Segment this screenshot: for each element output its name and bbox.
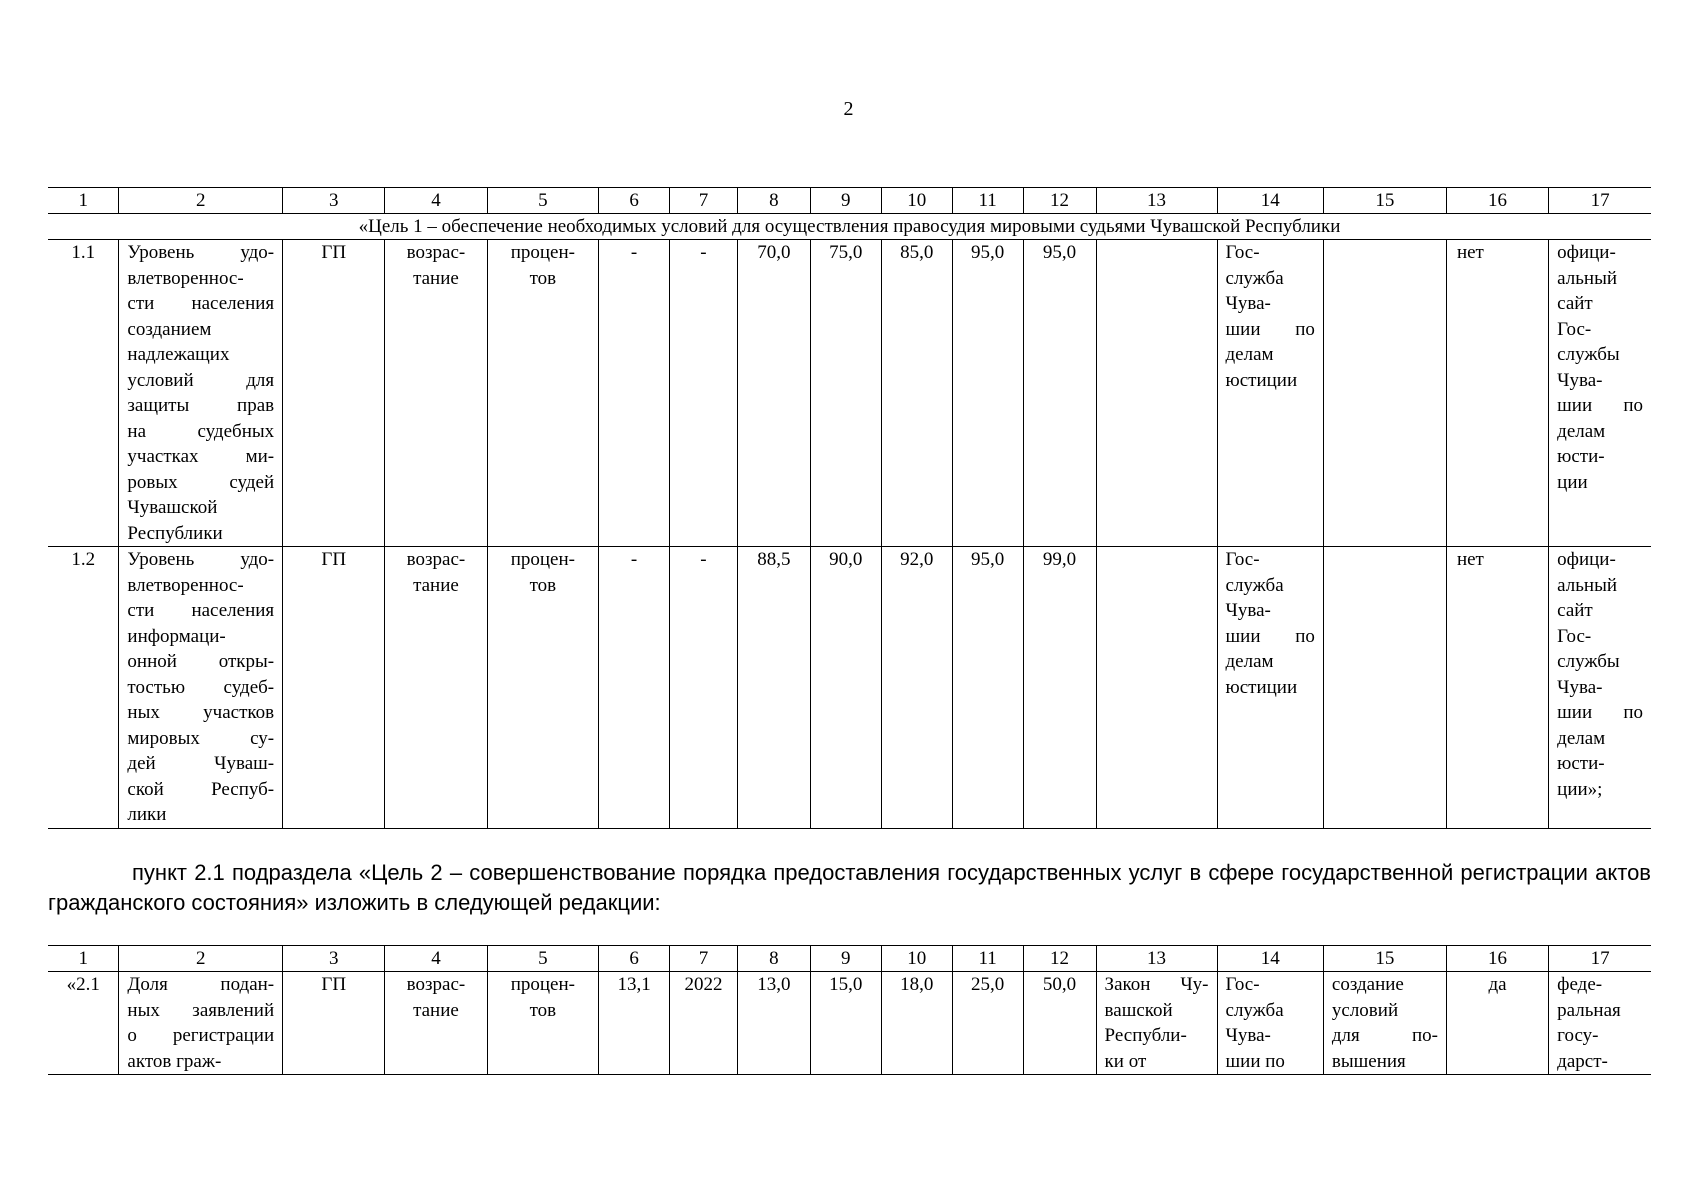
cell-line: Уровень удо- <box>127 549 275 570</box>
cell-line: создание <box>1331 974 1404 995</box>
cell-col9: 15,0 <box>810 972 881 1075</box>
cell-line: мировых су- <box>127 727 275 749</box>
column-header-14: 14 <box>1217 188 1323 214</box>
cell-col13 <box>1096 972 1217 1075</box>
cell-col16: нет <box>1446 547 1548 829</box>
column-header-9: 9 <box>810 188 881 214</box>
cell-line: делам <box>1557 727 1606 749</box>
cell-col16: нет <box>1446 240 1548 547</box>
cell-col15 <box>1323 972 1446 1075</box>
cell-col17 <box>1549 547 1651 829</box>
column-header-14: 14 <box>1217 946 1323 972</box>
cell-name <box>119 240 283 547</box>
cell-num: 1.2 <box>48 547 119 829</box>
cell-line: Гос- <box>1225 242 1260 263</box>
cell-col3: ГП <box>283 972 385 1075</box>
cell-line: делам <box>1557 420 1606 442</box>
cell-line: юстиции <box>1225 676 1298 698</box>
cell-line: юстиции <box>1225 369 1298 391</box>
column-header-15: 15 <box>1323 946 1446 972</box>
column-header-10: 10 <box>881 946 952 972</box>
cell-col9: 75,0 <box>810 240 881 547</box>
cell-line: Гос- <box>1557 318 1592 340</box>
cell-line: Уровень удо- <box>127 242 275 263</box>
cell-line: дарст- <box>1557 1050 1608 1072</box>
cell-col17 <box>1549 240 1651 547</box>
cell-line: делам <box>1225 651 1274 672</box>
cell-col7: - <box>670 547 738 829</box>
cell-col3: ГП <box>283 240 385 547</box>
cell-line: служба <box>1225 267 1284 289</box>
cell-col8: 70,0 <box>737 240 810 547</box>
cell-col11: 95,0 <box>952 547 1023 829</box>
cell-col12: 50,0 <box>1023 972 1096 1075</box>
indicators-table-2 <box>48 945 1651 1075</box>
cell-col11: 25,0 <box>952 972 1023 1075</box>
column-header-11: 11 <box>952 946 1023 972</box>
cell-col6: - <box>599 240 670 547</box>
cell-line: шии по <box>1225 625 1315 647</box>
cell-line: альный <box>1557 267 1618 289</box>
cell-line: госу- <box>1557 1025 1599 1046</box>
cell-line: делам <box>1225 344 1274 365</box>
page-number: 2 <box>843 98 854 120</box>
cell-line: тание <box>413 999 459 1021</box>
cell-col5 <box>487 547 599 829</box>
cell-num: 1.1 <box>48 240 119 547</box>
cell-line: Гос- <box>1557 625 1592 647</box>
column-header-8: 8 <box>737 946 810 972</box>
cell-line: Чува- <box>1557 676 1603 698</box>
table-header-row <box>48 188 1651 214</box>
cell-col4 <box>385 972 487 1075</box>
cell-line: условий <box>1331 999 1399 1021</box>
table-row <box>48 240 1651 547</box>
goal-title: «Цель 1 – обеспечение необходимых условий для осуществления правосудия мировыми судьями Чувашской Республики <box>48 214 1651 240</box>
cell-line: процен- <box>510 549 575 570</box>
cell-line: участках ми- <box>127 446 275 467</box>
column-header-4: 4 <box>385 946 487 972</box>
cell-line: тостью судеб- <box>127 676 275 698</box>
cell-line: служба <box>1225 999 1284 1021</box>
cell-col10: 18,0 <box>881 972 952 1075</box>
cell-num: «2.1 <box>48 972 119 1075</box>
column-header-2: 2 <box>119 188 283 214</box>
cell-line: Доля подан- <box>127 974 275 995</box>
cell-line: условий для <box>127 369 275 391</box>
column-header-6: 6 <box>599 188 670 214</box>
cell-col4 <box>385 240 487 547</box>
cell-line: ции <box>1557 471 1588 493</box>
goal-row <box>48 214 1651 240</box>
cell-line: на судебных <box>127 420 275 442</box>
column-header-17: 17 <box>1549 188 1651 214</box>
cell-line: юсти- <box>1557 753 1605 774</box>
column-header-11: 11 <box>952 188 1023 214</box>
cell-line: тание <box>413 267 459 289</box>
cell-line: Чува- <box>1225 293 1271 314</box>
cell-line: феде- <box>1557 974 1603 995</box>
cell-name <box>119 547 283 829</box>
column-header-5: 5 <box>487 188 599 214</box>
column-header-6: 6 <box>599 946 670 972</box>
cell-line: защиты прав <box>127 395 275 416</box>
cell-col6: 13,1 <box>599 972 670 1075</box>
cell-line: ской Респуб- <box>127 778 275 800</box>
column-header-7: 7 <box>670 946 738 972</box>
cell-col8: 88,5 <box>737 547 810 829</box>
cell-line: возрас- <box>406 242 466 263</box>
cell-line: Гос- <box>1225 549 1260 570</box>
cell-col3: ГП <box>283 547 385 829</box>
table-header-row <box>48 946 1651 972</box>
cell-line: ральная <box>1557 999 1621 1021</box>
cell-line: тов <box>529 574 557 596</box>
cell-col16: да <box>1446 972 1548 1075</box>
column-header-9: 9 <box>810 946 881 972</box>
column-header-16: 16 <box>1446 946 1548 972</box>
cell-line: вышения <box>1331 1050 1406 1072</box>
cell-line: надлежащих <box>127 344 230 365</box>
cell-line: информаци- <box>127 625 226 647</box>
column-header-17: 17 <box>1549 946 1651 972</box>
cell-col14 <box>1217 972 1323 1075</box>
cell-line: возрас- <box>406 549 466 570</box>
column-header-13: 13 <box>1096 188 1217 214</box>
column-header-12: 12 <box>1023 188 1096 214</box>
column-header-3: 3 <box>283 946 385 972</box>
cell-col5 <box>487 240 599 547</box>
cell-line: ции»; <box>1557 778 1603 800</box>
cell-line: офици- <box>1557 242 1616 263</box>
cell-line: дей Чуваш- <box>127 753 275 774</box>
cell-line: возрас- <box>406 974 466 995</box>
cell-line: сти населения <box>127 293 275 314</box>
cell-line: службы <box>1557 651 1620 672</box>
column-header-16: 16 <box>1446 188 1548 214</box>
cell-col7: - <box>670 240 738 547</box>
cell-line: шии по <box>1557 395 1643 416</box>
cell-line: Закон Чу- <box>1104 974 1209 995</box>
cell-col15 <box>1323 547 1446 829</box>
cell-col9: 90,0 <box>810 547 881 829</box>
cell-line: лики <box>127 804 167 825</box>
cell-col17 <box>1549 972 1651 1075</box>
cell-line: тов <box>529 999 557 1021</box>
column-header-4: 4 <box>385 188 487 214</box>
cell-line: сайт <box>1557 600 1593 621</box>
column-header-3: 3 <box>283 188 385 214</box>
cell-line: ных участков <box>127 702 275 723</box>
cell-col14 <box>1217 240 1323 547</box>
cell-line: Гос- <box>1225 974 1260 995</box>
cell-col12: 99,0 <box>1023 547 1096 829</box>
column-header-1: 1 <box>48 188 119 214</box>
column-header-15: 15 <box>1323 188 1446 214</box>
table-row <box>48 972 1651 1075</box>
cell-line: шии по <box>1225 1050 1285 1072</box>
instruction-paragraph: пункт 2.1 подраздела «Цель 2 – совершенствование порядка предоставления государственных услуг в сфере государственной регистрации актов гражданского состояния» изложить в следующей редакции: <box>48 860 1651 915</box>
column-header-10: 10 <box>881 188 952 214</box>
column-header-1: 1 <box>48 946 119 972</box>
cell-line: влетвореннос- <box>127 267 244 289</box>
cell-col7: 2022 <box>670 972 738 1075</box>
cell-line: шии по <box>1225 318 1315 340</box>
cell-line: ровых судей <box>127 471 275 493</box>
cell-line: тов <box>529 267 557 289</box>
column-header-5: 5 <box>487 946 599 972</box>
cell-line: Чува- <box>1225 1025 1271 1046</box>
cell-col8: 13,0 <box>737 972 810 1075</box>
cell-col10: 92,0 <box>881 547 952 829</box>
cell-col10: 85,0 <box>881 240 952 547</box>
cell-line: созданием <box>127 318 212 340</box>
cell-line: процен- <box>510 974 575 995</box>
cell-line: ки от <box>1104 1050 1147 1072</box>
cell-name <box>119 972 283 1075</box>
cell-line: Чувашской <box>127 497 218 518</box>
cell-col5 <box>487 972 599 1075</box>
column-header-2: 2 <box>119 946 283 972</box>
cell-line: влетвореннос- <box>127 574 244 596</box>
cell-col6: - <box>599 547 670 829</box>
cell-line: для по- <box>1331 1025 1438 1046</box>
cell-line: онной откры- <box>127 651 275 672</box>
cell-line: Республики <box>127 522 223 544</box>
table-row <box>48 547 1651 829</box>
cell-line: процен- <box>510 242 575 263</box>
cell-line: службы <box>1557 344 1620 365</box>
cell-col11: 95,0 <box>952 240 1023 547</box>
cell-line: офици- <box>1557 549 1616 570</box>
cell-line: о регистрации <box>127 1025 275 1046</box>
column-header-7: 7 <box>670 188 738 214</box>
cell-line: юсти- <box>1557 446 1605 467</box>
cell-line: Чува- <box>1225 600 1271 621</box>
cell-line: тание <box>413 574 459 596</box>
cell-line: сайт <box>1557 293 1593 314</box>
cell-col13 <box>1096 240 1217 547</box>
column-header-13: 13 <box>1096 946 1217 972</box>
column-header-12: 12 <box>1023 946 1096 972</box>
cell-col4 <box>385 547 487 829</box>
indicators-table <box>48 187 1651 829</box>
cell-col13 <box>1096 547 1217 829</box>
cell-col15 <box>1323 240 1446 547</box>
cell-line: сти населения <box>127 600 275 621</box>
column-header-8: 8 <box>737 188 810 214</box>
cell-line: актов граж- <box>127 1050 222 1072</box>
cell-line: шии по <box>1557 702 1643 723</box>
cell-line: ных заявлений <box>127 999 275 1021</box>
cell-col14 <box>1217 547 1323 829</box>
cell-line: альный <box>1557 574 1618 596</box>
cell-line: Республи- <box>1104 1025 1187 1046</box>
cell-line: вашской <box>1104 999 1173 1021</box>
cell-line: служба <box>1225 574 1284 596</box>
cell-col12: 95,0 <box>1023 240 1096 547</box>
cell-line: Чува- <box>1557 369 1603 391</box>
